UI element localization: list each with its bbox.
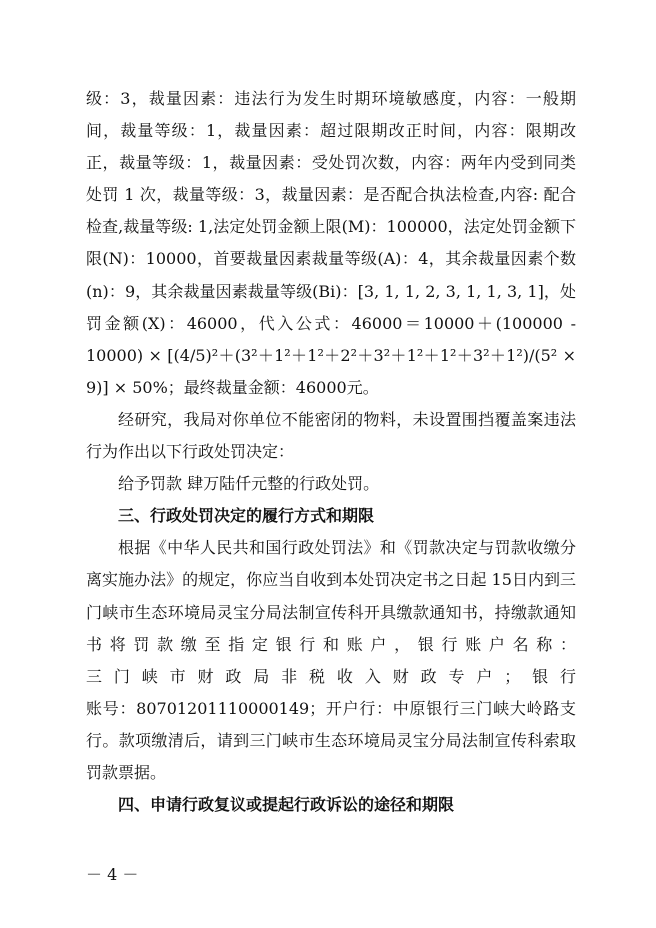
document-body — [86, 83, 576, 821]
paragraph-penalty-amount: 给予罚款 肆万陆仟元整的行政处罚。 — [118, 474, 380, 494]
section-heading-4: 四、申请行政复议或提起行政诉讼的途径和期限 — [118, 795, 455, 815]
paragraph-penalty-calculation: 级：3，裁量因素：违法行为发生时期环境敏感度，内容：一般期间，裁量等级：1，裁量因素：超过限期改正时间，内容：限期改正，裁量等级：1，裁量因素：受处罚次数，内容：两年内受到同类处罚 1 次，裁量等级：3，裁量因素：是否配合执法检查,内容: 配合检查,裁量等级: 1,法定处罚金额上限(M)：100000，法定处罚金额下限(N)：10000，首要裁量因素裁量等级(A)：4，其余裁量因素个数(n)：9，其余裁量因素裁量等级(Bi)：[3, 1, 1, 2, 3, 1, 1, 3, 1]，处罚金额(X)：46000，代入公式：46000＝10000＋(100000 - 10000) × [(4/5)²＋(3²＋1²＋1²＋2²＋3²＋1²＋1²＋3²＋1²)/(5² × 9)] × 50%；最终裁量金额：46000元。 — [86, 89, 576, 397]
paragraph-bank-account-number: 账号：80701201110000149；开户行：中原银行三门峡大岭路支行。款项缴清后，请到三门峡市生态环境局灵宝分局法制宣传科索取罚款票据。 — [86, 698, 576, 782]
page-number: － 4 － — [86, 865, 139, 884]
paragraph-payment-method: 根据《中华人民共和国行政处罚法》和《罚款决定与罚款收缴分离实施办法》的规定，你应当自收到本处罚决定书之日起 15日内到三门峡市生态环境局灵宝分局法制宣传科开具缴款通知书，持缴款通知书将罚款缴至指定银行和账户，银行账户名称： — [86, 538, 576, 654]
section-heading-3: 三、行政处罚决定的履行方式和期限 — [118, 506, 375, 526]
paragraph-research-decision: 经研究，我局对你单位不能密闭的物料，未设置围挡覆盖案违法行为作出以下行政处罚决定： — [86, 409, 576, 462]
paragraph-bank-account-name: 三门峡市财政局非税收入财政专户；银行 — [86, 666, 576, 686]
